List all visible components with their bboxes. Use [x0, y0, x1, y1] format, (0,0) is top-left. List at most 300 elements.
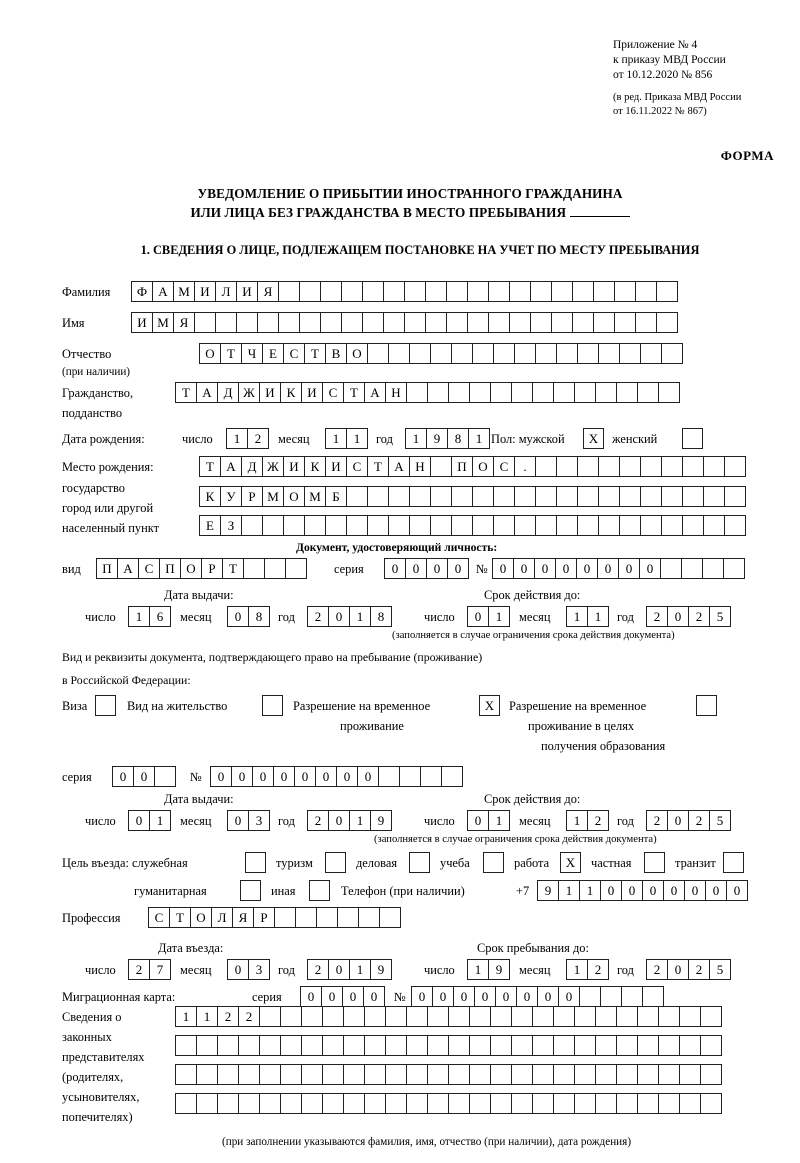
char-cell[interactable]: 2: [688, 959, 710, 980]
char-cell[interactable]: 8: [447, 428, 469, 449]
char-cell[interactable]: [388, 515, 410, 536]
char-cell[interactable]: 0: [447, 558, 469, 579]
char-cell[interactable]: [196, 1064, 218, 1085]
char-cell[interactable]: 0: [328, 959, 350, 980]
char-cell[interactable]: 0: [432, 986, 454, 1007]
patronymic-boxes[interactable]: [199, 343, 682, 364]
doc-valid-year-boxes[interactable]: [646, 606, 730, 627]
char-cell[interactable]: [661, 456, 683, 477]
char-cell[interactable]: [301, 1064, 323, 1085]
char-cell[interactable]: [196, 1035, 218, 1056]
char-cell[interactable]: [593, 312, 615, 333]
char-cell[interactable]: [467, 312, 489, 333]
char-cell[interactable]: [619, 486, 641, 507]
char-cell[interactable]: 0: [726, 880, 748, 901]
stay-day-boxes[interactable]: [467, 959, 509, 980]
doc-issue-day-boxes[interactable]: [128, 606, 170, 627]
char-cell[interactable]: Р: [253, 907, 275, 928]
char-cell[interactable]: К: [304, 456, 326, 477]
char-cell[interactable]: 9: [426, 428, 448, 449]
char-cell[interactable]: [700, 1006, 722, 1027]
char-cell[interactable]: [493, 515, 515, 536]
purpose-humanitarian-checkbox[interactable]: [240, 880, 261, 901]
char-cell[interactable]: Я: [173, 312, 195, 333]
char-cell[interactable]: [598, 343, 620, 364]
char-cell[interactable]: [660, 558, 682, 579]
char-cell[interactable]: [322, 1035, 344, 1056]
entry-month-boxes[interactable]: [227, 959, 269, 980]
char-cell[interactable]: 0: [684, 880, 706, 901]
char-cell[interactable]: [406, 1093, 428, 1114]
char-cell[interactable]: [556, 486, 578, 507]
char-cell[interactable]: А: [364, 382, 386, 403]
char-cell[interactable]: [656, 312, 678, 333]
char-cell[interactable]: [535, 343, 557, 364]
char-cell[interactable]: [511, 1093, 533, 1114]
char-cell[interactable]: [637, 382, 659, 403]
char-cell[interactable]: [616, 382, 638, 403]
char-cell[interactable]: 2: [646, 810, 668, 831]
char-cell[interactable]: П: [96, 558, 118, 579]
char-cell[interactable]: [295, 907, 317, 928]
char-cell[interactable]: [681, 558, 703, 579]
char-cell[interactable]: [448, 1006, 470, 1027]
char-cell[interactable]: 0: [576, 558, 598, 579]
surname-boxes[interactable]: [131, 281, 677, 302]
char-cell[interactable]: 0: [474, 986, 496, 1007]
char-cell[interactable]: [595, 382, 617, 403]
char-cell[interactable]: 2: [646, 959, 668, 980]
char-cell[interactable]: [535, 456, 557, 477]
char-cell[interactable]: О: [190, 907, 212, 928]
char-cell[interactable]: Р: [241, 486, 263, 507]
char-cell[interactable]: [490, 1035, 512, 1056]
char-cell[interactable]: [441, 766, 463, 787]
char-cell[interactable]: [700, 1064, 722, 1085]
char-cell[interactable]: 2: [587, 810, 609, 831]
char-cell[interactable]: [640, 343, 662, 364]
char-cell[interactable]: [658, 1035, 680, 1056]
char-cell[interactable]: А: [220, 456, 242, 477]
char-cell[interactable]: 0: [600, 880, 622, 901]
char-cell[interactable]: 0: [315, 766, 337, 787]
char-cell[interactable]: [385, 1064, 407, 1085]
char-cell[interactable]: [343, 1064, 365, 1085]
birthplace-state-boxes[interactable]: [199, 456, 745, 477]
char-cell[interactable]: [682, 515, 704, 536]
sex-female-checkbox[interactable]: [682, 428, 703, 449]
char-cell[interactable]: [619, 343, 641, 364]
char-cell[interactable]: [194, 312, 216, 333]
char-cell[interactable]: [217, 1093, 239, 1114]
char-cell[interactable]: 0: [537, 986, 559, 1007]
purpose-work-checkbox[interactable]: X: [560, 852, 581, 873]
char-cell[interactable]: 0: [667, 810, 689, 831]
char-cell[interactable]: [301, 1006, 323, 1027]
char-cell[interactable]: [304, 515, 326, 536]
char-cell[interactable]: [385, 1006, 407, 1027]
char-cell[interactable]: 1: [346, 428, 368, 449]
char-cell[interactable]: [577, 343, 599, 364]
purpose-business-checkbox[interactable]: [409, 852, 430, 873]
doc-issue-year-boxes[interactable]: [307, 606, 391, 627]
char-cell[interactable]: [574, 1064, 596, 1085]
char-cell[interactable]: [493, 486, 515, 507]
char-cell[interactable]: А: [152, 281, 174, 302]
char-cell[interactable]: [469, 1035, 491, 1056]
char-cell[interactable]: [215, 312, 237, 333]
char-cell[interactable]: [343, 1006, 365, 1027]
char-cell[interactable]: [378, 766, 400, 787]
char-cell[interactable]: Ж: [238, 382, 260, 403]
char-cell[interactable]: 2: [587, 959, 609, 980]
doc-series-boxes[interactable]: [384, 558, 468, 579]
char-cell[interactable]: 2: [247, 428, 269, 449]
char-cell[interactable]: О: [199, 343, 221, 364]
char-cell[interactable]: [299, 312, 321, 333]
char-cell[interactable]: Ч: [241, 343, 263, 364]
char-cell[interactable]: [259, 1006, 281, 1027]
char-cell[interactable]: [595, 1006, 617, 1027]
char-cell[interactable]: 0: [453, 986, 475, 1007]
char-cell[interactable]: [364, 1064, 386, 1085]
char-cell[interactable]: [572, 281, 594, 302]
char-cell[interactable]: 0: [342, 986, 364, 1007]
char-cell[interactable]: [379, 907, 401, 928]
birth-day-boxes[interactable]: [226, 428, 268, 449]
char-cell[interactable]: О: [180, 558, 202, 579]
char-cell[interactable]: [427, 1064, 449, 1085]
char-cell[interactable]: 0: [321, 986, 343, 1007]
char-cell[interactable]: [262, 515, 284, 536]
char-cell[interactable]: [280, 1064, 302, 1085]
char-cell[interactable]: [682, 486, 704, 507]
char-cell[interactable]: [488, 281, 510, 302]
char-cell[interactable]: [406, 1035, 428, 1056]
char-cell[interactable]: [259, 1064, 281, 1085]
char-cell[interactable]: 0: [231, 766, 253, 787]
char-cell[interactable]: 7: [149, 959, 171, 980]
char-cell[interactable]: [703, 486, 725, 507]
char-cell[interactable]: [259, 1035, 281, 1056]
char-cell[interactable]: [658, 1064, 680, 1085]
char-cell[interactable]: [535, 486, 557, 507]
char-cell[interactable]: 0: [618, 558, 640, 579]
char-cell[interactable]: 1: [467, 959, 489, 980]
char-cell[interactable]: [532, 1035, 554, 1056]
char-cell[interactable]: 1: [349, 606, 371, 627]
char-cell[interactable]: [530, 281, 552, 302]
char-cell[interactable]: [574, 382, 596, 403]
char-cell[interactable]: 1: [128, 606, 150, 627]
purpose-private-checkbox[interactable]: [644, 852, 665, 873]
char-cell[interactable]: 1: [349, 959, 371, 980]
char-cell[interactable]: Д: [241, 456, 263, 477]
char-cell[interactable]: Т: [199, 456, 221, 477]
char-cell[interactable]: 0: [467, 606, 489, 627]
char-cell[interactable]: 0: [336, 766, 358, 787]
char-cell[interactable]: [362, 312, 384, 333]
char-cell[interactable]: [241, 515, 263, 536]
char-cell[interactable]: Н: [409, 456, 431, 477]
char-cell[interactable]: [236, 312, 258, 333]
char-cell[interactable]: [619, 456, 641, 477]
char-cell[interactable]: [430, 343, 452, 364]
char-cell[interactable]: [598, 486, 620, 507]
char-cell[interactable]: [399, 766, 421, 787]
char-cell[interactable]: 0: [663, 880, 685, 901]
char-cell[interactable]: [658, 1093, 680, 1114]
char-cell[interactable]: 1: [587, 606, 609, 627]
char-cell[interactable]: [700, 1093, 722, 1114]
char-cell[interactable]: [553, 1064, 575, 1085]
char-cell[interactable]: 0: [357, 766, 379, 787]
char-cell[interactable]: [388, 343, 410, 364]
char-cell[interactable]: [514, 515, 536, 536]
char-cell[interactable]: 1: [349, 810, 371, 831]
char-cell[interactable]: [154, 766, 176, 787]
migration-card-number-boxes[interactable]: [411, 986, 663, 1007]
char-cell[interactable]: [551, 312, 573, 333]
char-cell[interactable]: 0: [405, 558, 427, 579]
char-cell[interactable]: [511, 382, 533, 403]
char-cell[interactable]: 5: [709, 959, 731, 980]
char-cell[interactable]: [702, 558, 724, 579]
char-cell[interactable]: 2: [688, 810, 710, 831]
char-cell[interactable]: [595, 1035, 617, 1056]
birthplace-city-boxes-line2[interactable]: [199, 515, 745, 536]
char-cell[interactable]: [364, 1035, 386, 1056]
char-cell[interactable]: [448, 1064, 470, 1085]
residence-permit-checkbox[interactable]: [262, 695, 283, 716]
char-cell[interactable]: 1: [566, 959, 588, 980]
char-cell[interactable]: [621, 986, 643, 1007]
char-cell[interactable]: [367, 486, 389, 507]
char-cell[interactable]: [472, 515, 494, 536]
char-cell[interactable]: [682, 456, 704, 477]
char-cell[interactable]: [451, 486, 473, 507]
char-cell[interactable]: Т: [367, 456, 389, 477]
char-cell[interactable]: [616, 1006, 638, 1027]
char-cell[interactable]: 0: [621, 880, 643, 901]
char-cell[interactable]: 1: [226, 428, 248, 449]
doc-valid-month-boxes[interactable]: [566, 606, 608, 627]
char-cell[interactable]: [427, 1035, 449, 1056]
char-cell[interactable]: [616, 1064, 638, 1085]
char-cell[interactable]: [616, 1093, 638, 1114]
char-cell[interactable]: [619, 515, 641, 536]
char-cell[interactable]: [264, 558, 286, 579]
char-cell[interactable]: [325, 515, 347, 536]
sex-male-checkbox[interactable]: X: [583, 428, 604, 449]
char-cell[interactable]: И: [236, 281, 258, 302]
char-cell[interactable]: [637, 1064, 659, 1085]
char-cell[interactable]: [343, 1035, 365, 1056]
char-cell[interactable]: [574, 1035, 596, 1056]
char-cell[interactable]: Ф: [131, 281, 153, 302]
char-cell[interactable]: С: [148, 907, 170, 928]
char-cell[interactable]: [679, 1035, 701, 1056]
char-cell[interactable]: [635, 281, 657, 302]
char-cell[interactable]: 0: [273, 766, 295, 787]
char-cell[interactable]: [322, 1093, 344, 1114]
char-cell[interactable]: 1: [405, 428, 427, 449]
char-cell[interactable]: Ж: [262, 456, 284, 477]
char-cell[interactable]: 2: [307, 959, 329, 980]
char-cell[interactable]: И: [301, 382, 323, 403]
purpose-other-checkbox[interactable]: [309, 880, 330, 901]
char-cell[interactable]: [320, 281, 342, 302]
char-cell[interactable]: И: [131, 312, 153, 333]
char-cell[interactable]: [679, 1093, 701, 1114]
char-cell[interactable]: М: [262, 486, 284, 507]
char-cell[interactable]: П: [451, 456, 473, 477]
birth-month-boxes[interactable]: [325, 428, 367, 449]
char-cell[interactable]: [472, 343, 494, 364]
char-cell[interactable]: [514, 486, 536, 507]
char-cell[interactable]: [593, 281, 615, 302]
char-cell[interactable]: [490, 1093, 512, 1114]
char-cell[interactable]: 1: [488, 606, 510, 627]
char-cell[interactable]: [472, 486, 494, 507]
char-cell[interactable]: 0: [328, 810, 350, 831]
char-cell[interactable]: М: [304, 486, 326, 507]
char-cell[interactable]: [362, 281, 384, 302]
char-cell[interactable]: [509, 281, 531, 302]
char-cell[interactable]: [511, 1035, 533, 1056]
char-cell[interactable]: 0: [426, 558, 448, 579]
char-cell[interactable]: 0: [128, 810, 150, 831]
char-cell[interactable]: 0: [328, 606, 350, 627]
char-cell[interactable]: [385, 1035, 407, 1056]
char-cell[interactable]: [388, 486, 410, 507]
char-cell[interactable]: 1: [566, 606, 588, 627]
char-cell[interactable]: [430, 456, 452, 477]
birthplace-city-boxes-line1[interactable]: [199, 486, 745, 507]
legal-rep-boxes-line-2[interactable]: [175, 1035, 721, 1056]
char-cell[interactable]: С: [346, 456, 368, 477]
char-cell[interactable]: [283, 515, 305, 536]
char-cell[interactable]: 0: [300, 986, 322, 1007]
stay-month-boxes[interactable]: [566, 959, 608, 980]
char-cell[interactable]: [679, 1006, 701, 1027]
char-cell[interactable]: 8: [370, 606, 392, 627]
visa-checkbox[interactable]: [95, 695, 116, 716]
char-cell[interactable]: [322, 1064, 344, 1085]
char-cell[interactable]: [556, 456, 578, 477]
migration-card-series-boxes[interactable]: [300, 986, 384, 1007]
edu-residence-checkbox[interactable]: [696, 695, 717, 716]
char-cell[interactable]: 1: [149, 810, 171, 831]
char-cell[interactable]: [703, 515, 725, 536]
char-cell[interactable]: 0: [597, 558, 619, 579]
char-cell[interactable]: [383, 281, 405, 302]
char-cell[interactable]: 9: [370, 810, 392, 831]
char-cell[interactable]: [341, 312, 363, 333]
char-cell[interactable]: 0: [411, 986, 433, 1007]
char-cell[interactable]: [322, 1006, 344, 1027]
char-cell[interactable]: [238, 1093, 260, 1114]
char-cell[interactable]: [343, 1093, 365, 1114]
char-cell[interactable]: [446, 312, 468, 333]
char-cell[interactable]: [595, 1093, 617, 1114]
char-cell[interactable]: 0: [252, 766, 274, 787]
char-cell[interactable]: 9: [488, 959, 510, 980]
char-cell[interactable]: [553, 382, 575, 403]
char-cell[interactable]: 0: [516, 986, 538, 1007]
char-cell[interactable]: [280, 1093, 302, 1114]
char-cell[interactable]: [404, 312, 426, 333]
char-cell[interactable]: [656, 281, 678, 302]
char-cell[interactable]: И: [259, 382, 281, 403]
char-cell[interactable]: 2: [646, 606, 668, 627]
char-cell[interactable]: С: [493, 456, 515, 477]
char-cell[interactable]: [490, 382, 512, 403]
char-cell[interactable]: 1: [579, 880, 601, 901]
char-cell[interactable]: [346, 515, 368, 536]
temp-residence-checkbox[interactable]: X: [479, 695, 500, 716]
char-cell[interactable]: Я: [257, 281, 279, 302]
char-cell[interactable]: [217, 1064, 239, 1085]
char-cell[interactable]: [406, 382, 428, 403]
char-cell[interactable]: И: [325, 456, 347, 477]
char-cell[interactable]: 0: [112, 766, 134, 787]
char-cell[interactable]: Т: [169, 907, 191, 928]
char-cell[interactable]: 0: [227, 606, 249, 627]
legal-rep-boxes-line-4[interactable]: [175, 1093, 721, 1114]
char-cell[interactable]: Л: [215, 281, 237, 302]
permit-valid-day-boxes[interactable]: [467, 810, 509, 831]
char-cell[interactable]: [661, 486, 683, 507]
char-cell[interactable]: [409, 343, 431, 364]
char-cell[interactable]: В: [325, 343, 347, 364]
char-cell[interactable]: [595, 1064, 617, 1085]
char-cell[interactable]: [514, 343, 536, 364]
char-cell[interactable]: [493, 343, 515, 364]
char-cell[interactable]: [406, 1006, 428, 1027]
legal-rep-boxes-line-1[interactable]: [175, 1006, 721, 1027]
char-cell[interactable]: К: [280, 382, 302, 403]
char-cell[interactable]: .: [514, 456, 536, 477]
name-boxes[interactable]: [131, 312, 677, 333]
char-cell[interactable]: [175, 1035, 197, 1056]
char-cell[interactable]: 0: [384, 558, 406, 579]
char-cell[interactable]: П: [159, 558, 181, 579]
char-cell[interactable]: З: [220, 515, 242, 536]
char-cell[interactable]: А: [196, 382, 218, 403]
char-cell[interactable]: 0: [642, 880, 664, 901]
char-cell[interactable]: 1: [325, 428, 347, 449]
char-cell[interactable]: [217, 1035, 239, 1056]
char-cell[interactable]: О: [283, 486, 305, 507]
char-cell[interactable]: [364, 1006, 386, 1027]
profession-boxes[interactable]: [148, 907, 400, 928]
char-cell[interactable]: [579, 986, 601, 1007]
legal-rep-boxes-line-3[interactable]: [175, 1064, 721, 1085]
char-cell[interactable]: [598, 515, 620, 536]
char-cell[interactable]: [724, 486, 746, 507]
char-cell[interactable]: 0: [227, 959, 249, 980]
char-cell[interactable]: [490, 1064, 512, 1085]
char-cell[interactable]: [553, 1006, 575, 1027]
char-cell[interactable]: 5: [709, 606, 731, 627]
char-cell[interactable]: [658, 382, 680, 403]
char-cell[interactable]: М: [152, 312, 174, 333]
char-cell[interactable]: [577, 456, 599, 477]
doc-kind-boxes[interactable]: [96, 558, 306, 579]
char-cell[interactable]: Т: [222, 558, 244, 579]
citizenship-boxes[interactable]: [175, 382, 679, 403]
